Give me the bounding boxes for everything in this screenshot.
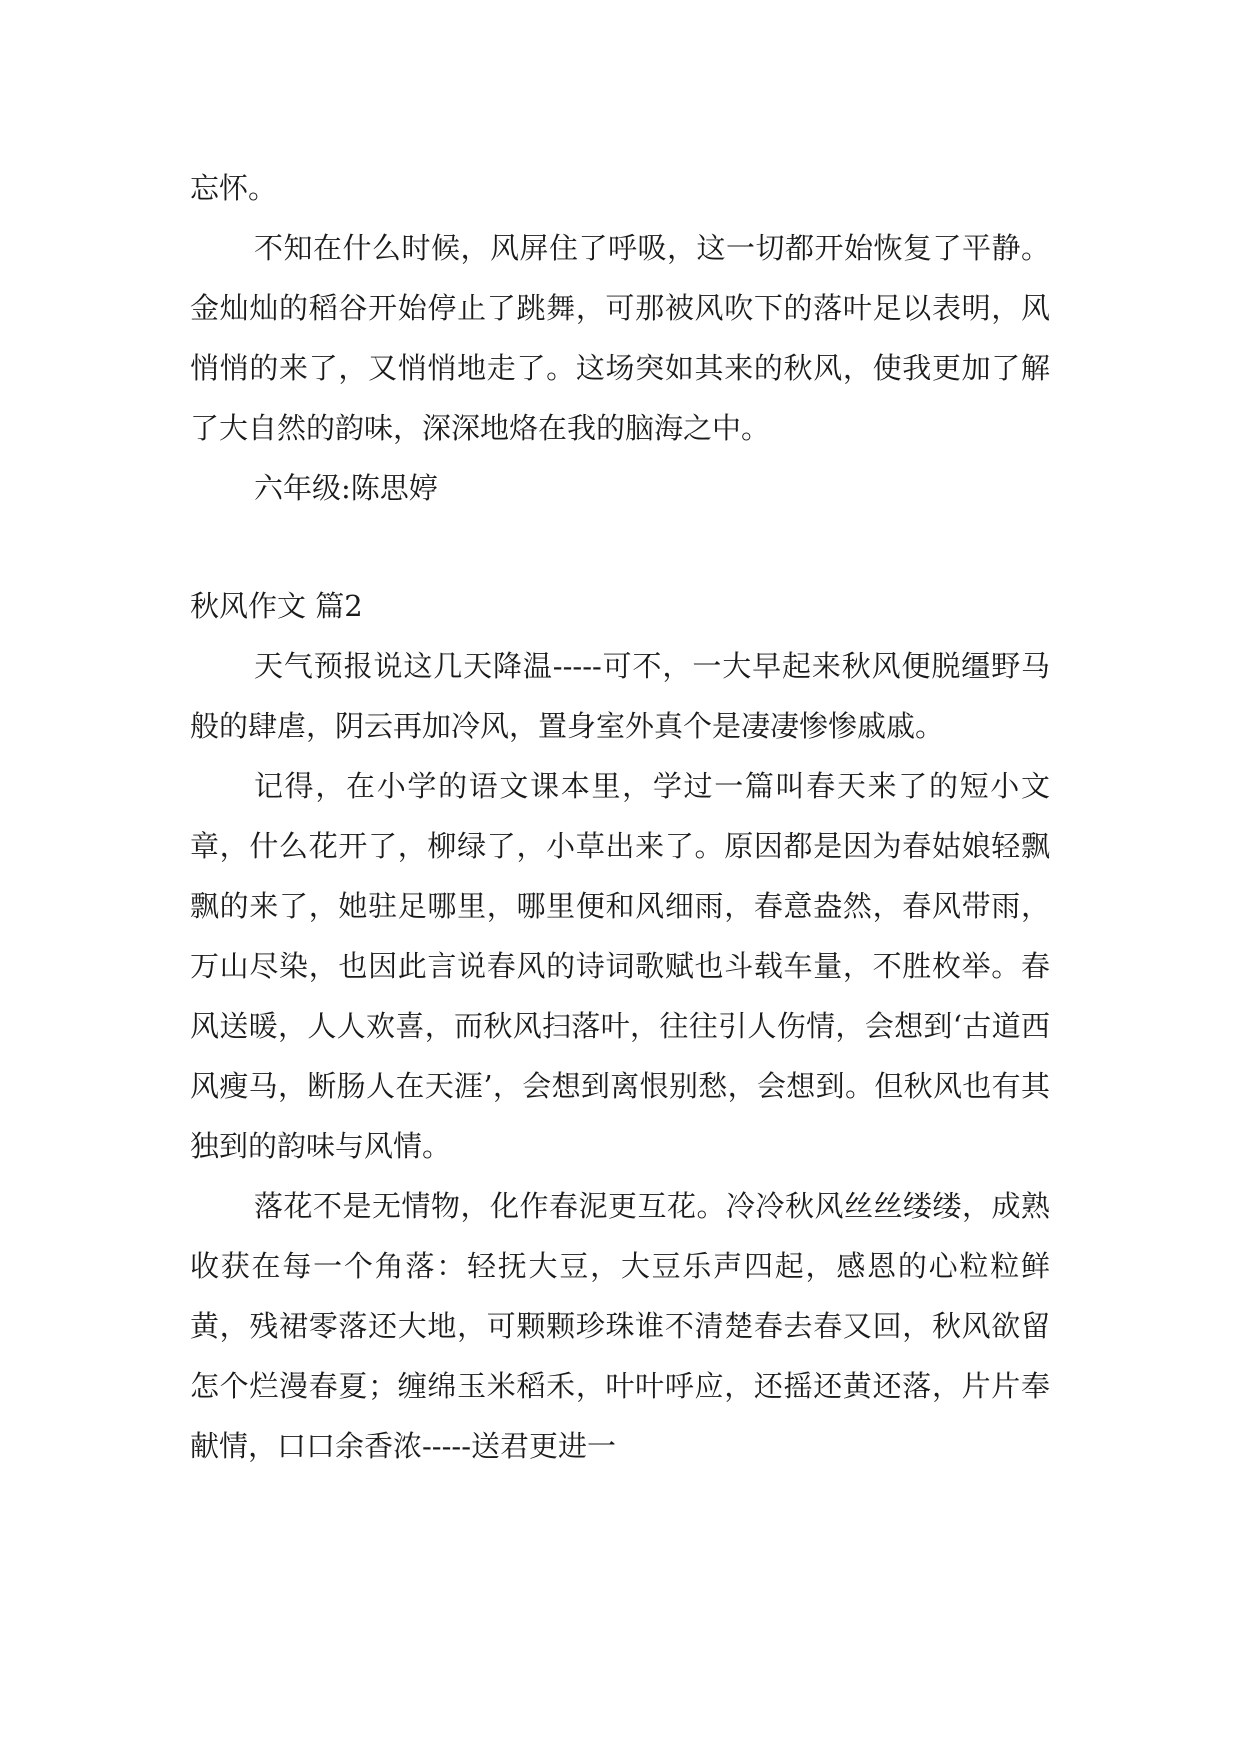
document-page: [190, 158, 1050, 1476]
paragraph-falling-flowers: 落花不是无情物，化作春泥更互花。冷冷秋风丝丝缕缕，成熟收获在每一个角落：轻抚大豆，大豆乐声四起，感恩的心粒粒鲜黄，残裙零落还大地，可颗颗珍珠谁不清楚春去春又回，秋风欲留怎个烂漫春夏；缠绵玉米稻禾，叶叶呼应，还摇还黄还落，片片奉献情，口口余香浓-----送君更进一: [190, 1189, 1050, 1463]
author-signature: 六年级:陈思婷: [254, 471, 438, 505]
section-spacer: [190, 518, 1050, 576]
paragraph-weather: 天气预报说这几天降温-----可不，一大早起来秋风便脱缰野马般的肆虐，阴云再加冷风，置身室外真个是凄凄惨惨戚戚。: [190, 649, 1050, 743]
paragraph-wind-calm: 不知在什么时候，风屏住了呼吸，这一切都开始恢复了平静。金灿灿的稻谷开始停止了跳舞，可那被风吹下的落叶足以表明，风悄悄的来了，又悄悄地走了。这场突如其来的秋风，使我更加了解了大自然的韵味，深深地烙在我的脑海之中。: [190, 231, 1050, 445]
paragraph-spring-memory: 记得，在小学的语文课本里，学过一篇叫春天来了的短小文章，什么花开了，柳绿了，小草出来了。原因都是因为春姑娘轻飘飘的来了，她驻足哪里，哪里便和风细雨，春意盎然，春风带雨，万山尽染，也因此言说春风的诗词歌赋也斗载车量，不胜枚举。春风送暖，人人欢喜，而秋风扫落叶，往往引人伤情，会想到‘古道西风瘦马，断肠人在天涯’，会想到离恨别愁，会想到。但秋风也有其独到的韵味与风情。: [190, 769, 1050, 1163]
paragraph-continued: 忘怀。: [190, 171, 278, 205]
section-heading: 秋风作文 篇2: [190, 589, 363, 623]
